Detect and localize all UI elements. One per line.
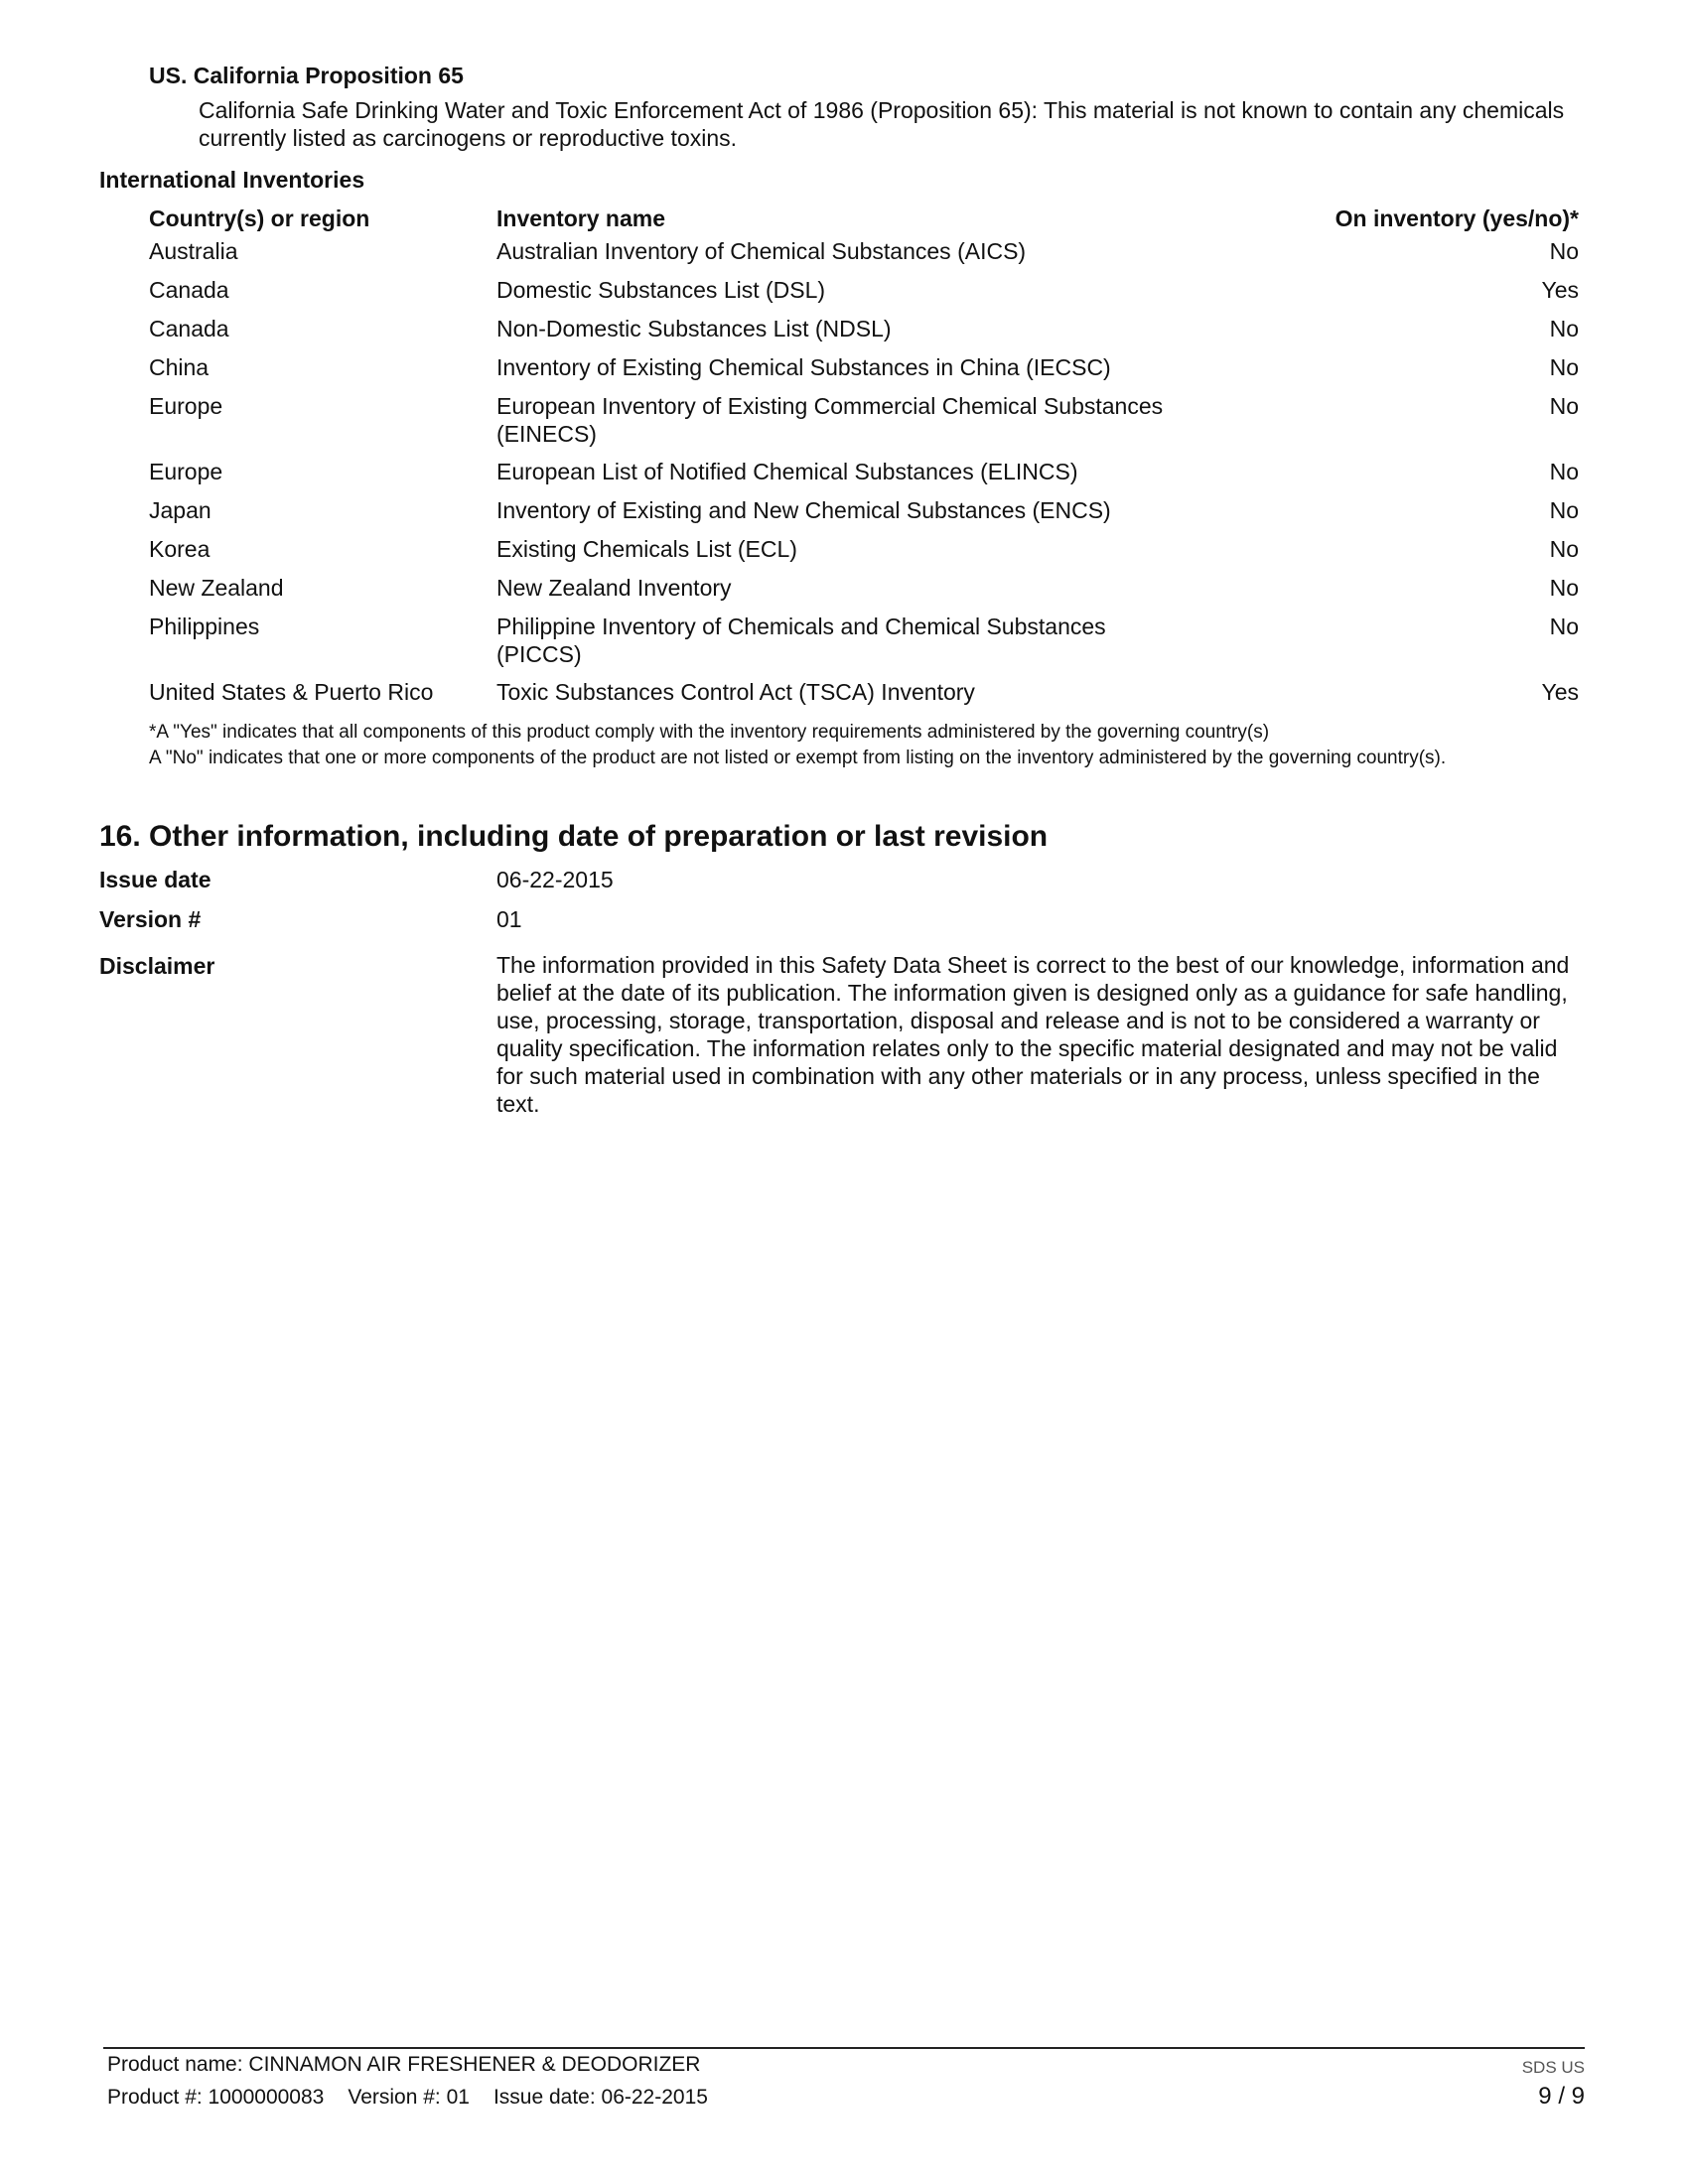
issue-date-label: Issue date xyxy=(99,867,211,892)
row-country: Canada xyxy=(149,316,229,341)
row-country: United States & Puerto Rico xyxy=(149,679,434,705)
table-row xyxy=(149,574,1579,613)
row-on-inventory: No xyxy=(1549,459,1579,484)
inventory-footnote xyxy=(149,720,1579,771)
row-inventory-name: Domestic Substances List (DSL) xyxy=(496,277,826,303)
footer-details xyxy=(107,2084,732,2112)
table-row xyxy=(149,237,1579,276)
row-country: China xyxy=(149,354,210,380)
footer-divider xyxy=(103,2047,1585,2049)
row-country: Australia xyxy=(149,238,238,264)
row-inventory-name: Inventory of Existing Chemical Substances in China (IECSC) xyxy=(496,354,1111,380)
row-country: Europe xyxy=(149,393,223,419)
row-on-inventory: No xyxy=(1549,316,1579,341)
row-country: Philippines xyxy=(149,614,260,639)
footer-sds-label: SDS US xyxy=(1521,2058,1585,2077)
table-row xyxy=(149,458,1579,496)
table-row xyxy=(149,392,1579,458)
inventory-table-header xyxy=(149,205,1579,237)
footer-product-number: Product #: 1000000083 xyxy=(107,2086,325,2109)
table-row xyxy=(149,496,1579,535)
disclaimer-label: Disclaimer xyxy=(99,953,215,979)
issue-date-value: 06-22-2015 xyxy=(496,867,614,892)
row-inventory-name: Non-Domestic Substances List (NDSL) xyxy=(496,316,892,341)
row-inventory-name: Existing Chemicals List (ECL) xyxy=(496,536,797,562)
footer-issue-date: Issue date: 06-22-2015 xyxy=(492,2086,708,2109)
row-on-inventory: No xyxy=(1549,575,1579,601)
row-inventory-name: Toxic Substances Control Act (TSCA) Inventory xyxy=(496,679,975,705)
row-inventory-name: Australian Inventory of Chemical Substances (AICS) xyxy=(496,238,1027,264)
section-16-heading: 16. Other information, including date of preparation or last revision xyxy=(99,820,1049,853)
footer-page-number: 9 / 9 xyxy=(1538,2083,1585,2110)
footnote-yes: *A "Yes" indicates that all components of this product comply with the inventory requirements administered by the governing country(s) xyxy=(149,722,1270,743)
column-header-inventory-name: Inventory name xyxy=(496,205,665,231)
prop65-statement: California Safe Drinking Water and Toxic Enforcement Act of 1986 (Proposition 65): This material is not known to contain any chemicals currently listed as carcinogens or reproductive toxins. xyxy=(199,97,1565,151)
row-on-inventory: No xyxy=(1549,238,1579,264)
inventory-table xyxy=(149,205,1579,717)
version-value: 01 xyxy=(496,906,522,932)
row-country: New Zealand xyxy=(149,575,284,601)
row-inventory-name: European Inventory of Existing Commercial Chemical Substances (EINECS) xyxy=(496,393,1164,447)
row-country: Canada xyxy=(149,277,229,303)
row-country: Korea xyxy=(149,536,211,562)
row-on-inventory: Yes xyxy=(1541,679,1579,705)
table-row xyxy=(149,613,1579,678)
prop65-heading: US. California Proposition 65 xyxy=(149,63,464,88)
row-on-inventory: No xyxy=(1549,497,1579,523)
footer-version: Version #: 01 xyxy=(348,2086,470,2109)
table-row xyxy=(149,315,1579,353)
row-on-inventory: No xyxy=(1549,614,1579,639)
row-on-inventory: No xyxy=(1549,354,1579,380)
footer-product-name: Product name: CINNAMON AIR FRESHENER & DEODORIZER xyxy=(107,2053,701,2076)
footnote-no: A "No" indicates that one or more components of the product are not listed or exempt from listing on the inventory administered by the governing country(s). xyxy=(149,748,1447,768)
row-inventory-name: Inventory of Existing and New Chemical Substances (ENCS) xyxy=(496,497,1111,523)
table-row xyxy=(149,535,1579,574)
row-inventory-name: Philippine Inventory of Chemicals and Chemical Substances (PICCS) xyxy=(496,614,1106,667)
column-header-on-inventory: On inventory (yes/no)* xyxy=(1335,205,1579,231)
row-inventory-name: New Zealand Inventory xyxy=(496,575,732,601)
row-on-inventory: No xyxy=(1549,536,1579,562)
disclaimer-text: The information provided in this Safety Data Sheet is correct to the best of our knowledge, information and belief at the date of its publication. The information given is designed only as a guidance for safe handling, use, processing, storage, transportation, disposal and release and is not to be considered a warranty or quality specification. The information relates only to the specific material designated and may not be valid for such material used in combination with any other materials or in any process, unless specified in the text. xyxy=(496,952,1570,1117)
table-row xyxy=(149,678,1579,717)
row-on-inventory: No xyxy=(1549,393,1579,419)
column-header-country: Country(s) or region xyxy=(149,205,370,231)
table-row xyxy=(149,276,1579,315)
international-inventories-heading: International Inventories xyxy=(99,167,365,193)
table-row xyxy=(149,353,1579,392)
row-on-inventory: Yes xyxy=(1541,277,1579,303)
row-inventory-name: European List of Notified Chemical Substances (ELINCS) xyxy=(496,459,1078,484)
version-label: Version # xyxy=(99,906,202,932)
row-country: Europe xyxy=(149,459,223,484)
row-country: Japan xyxy=(149,497,211,523)
